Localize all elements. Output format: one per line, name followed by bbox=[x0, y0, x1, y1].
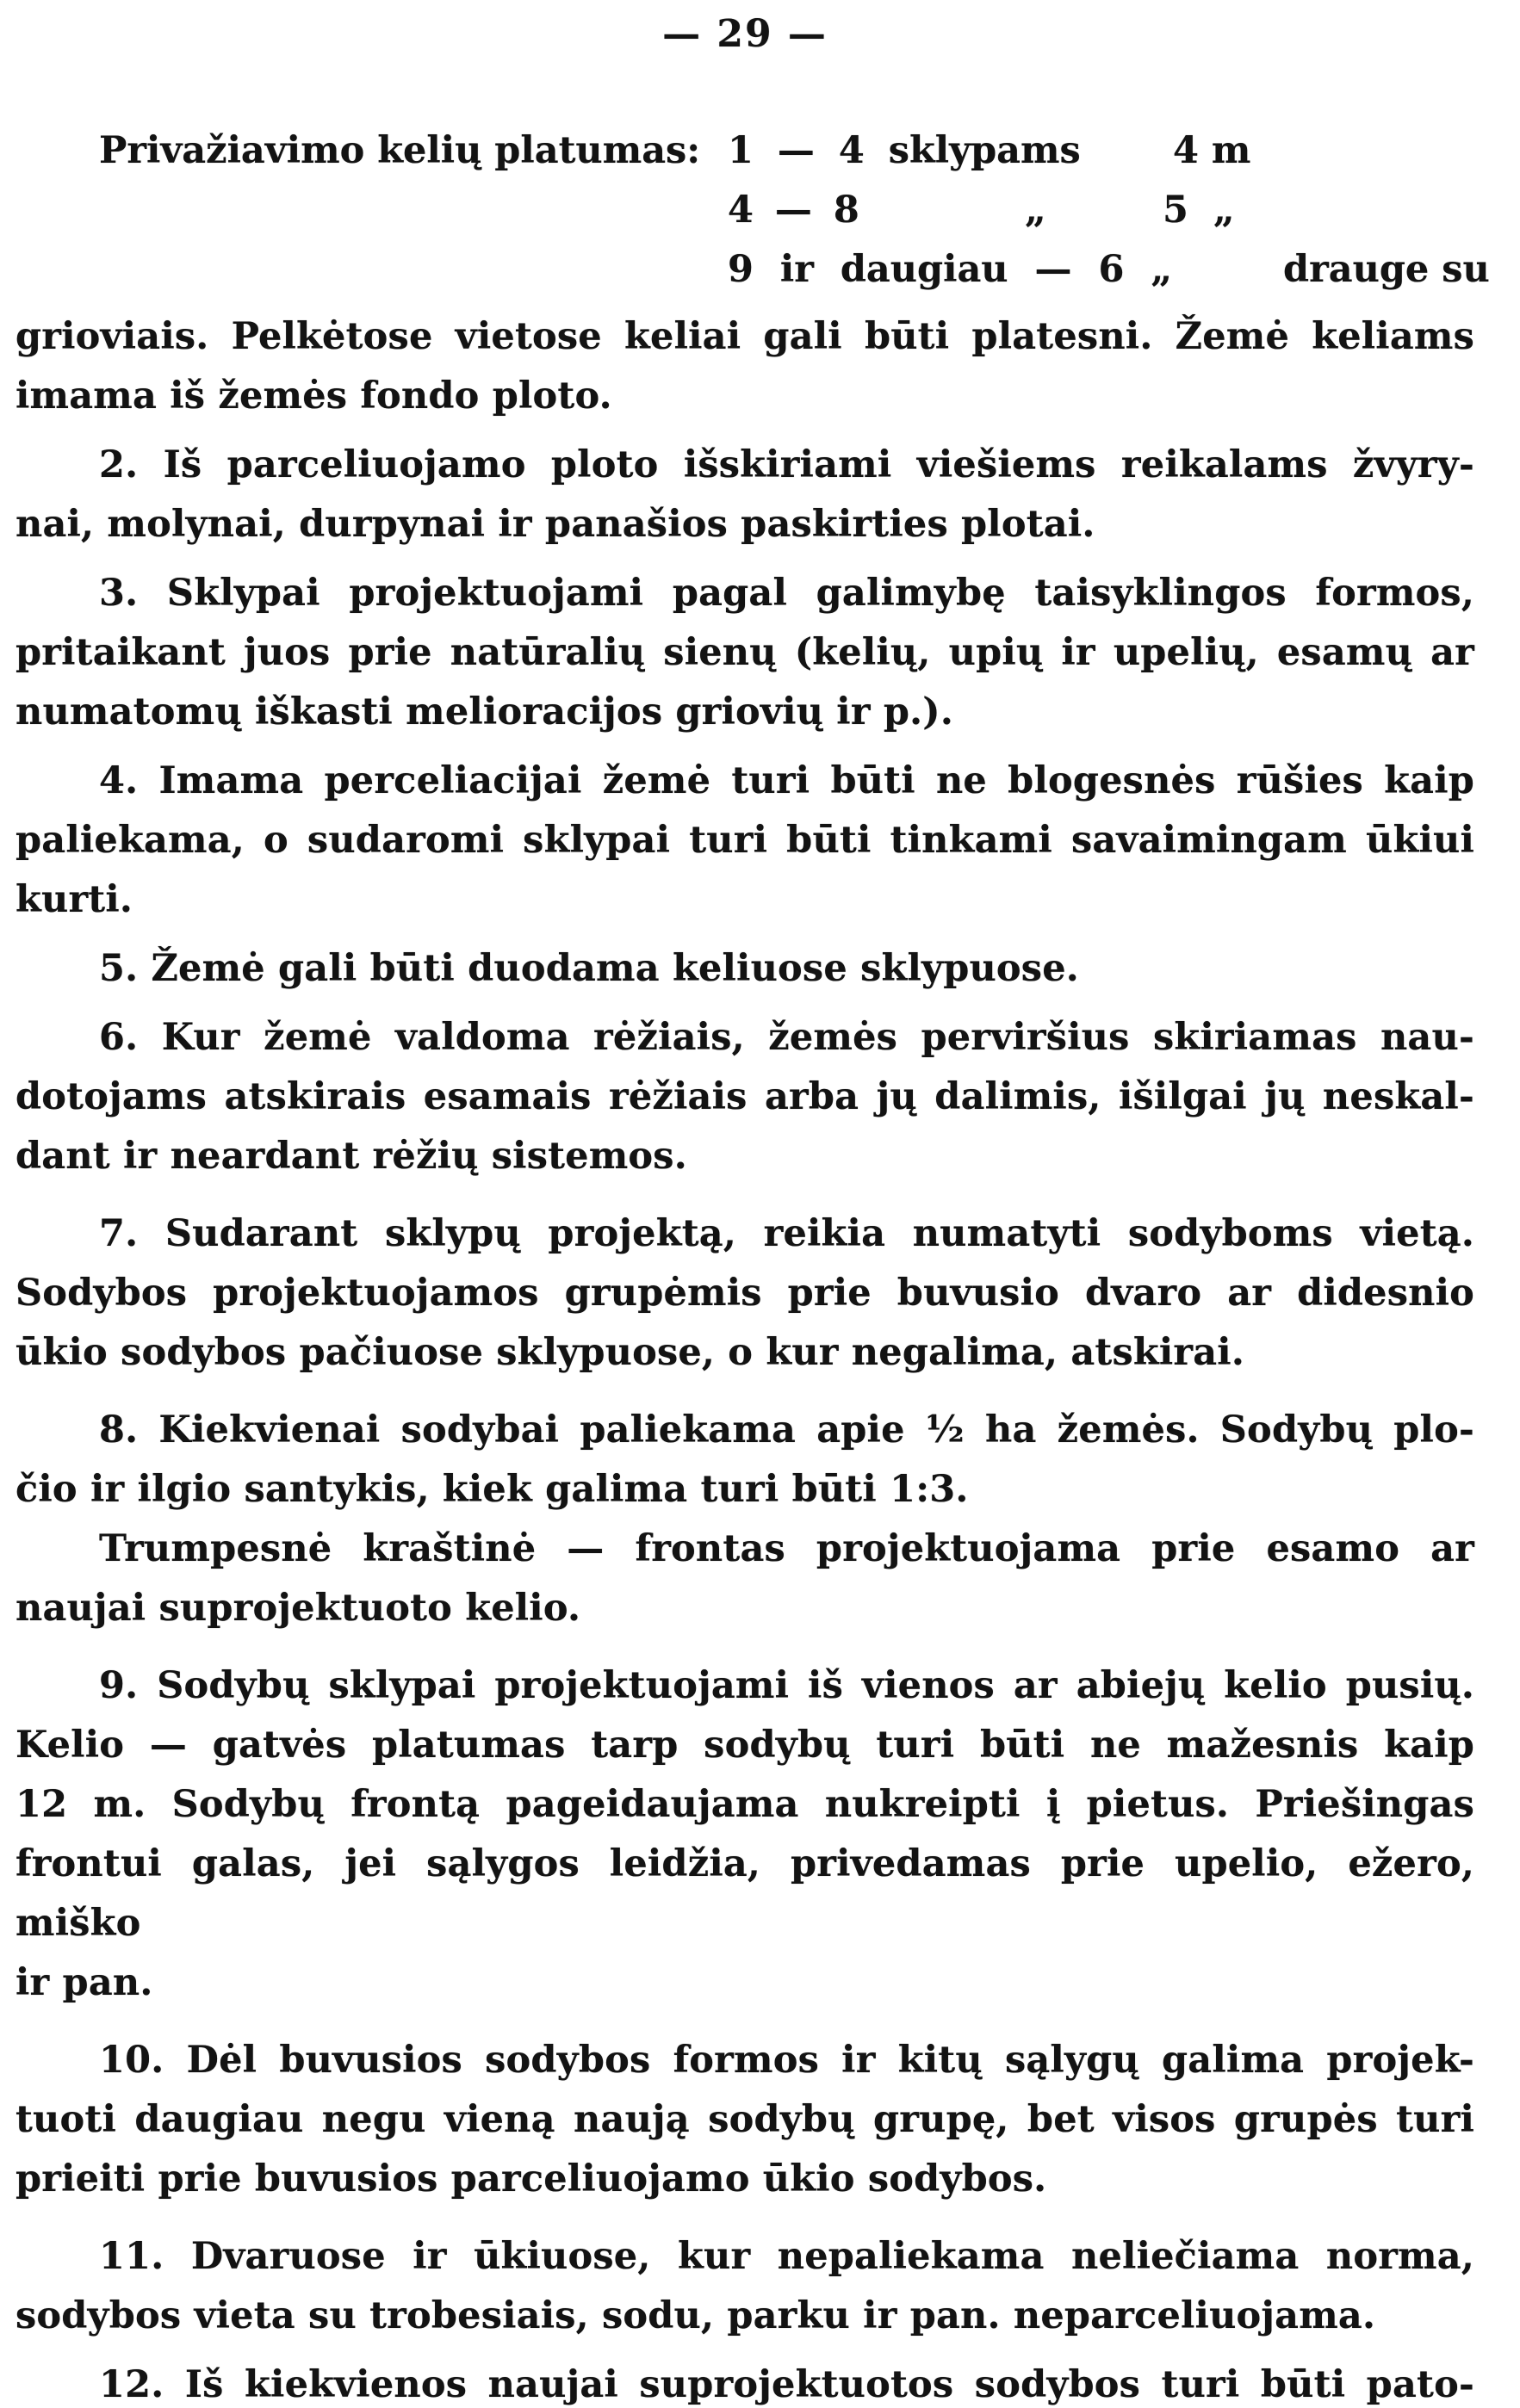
road-width-table bbox=[16, 129, 1490, 307]
paragraph-7-start: 7. Sudarant sklypų projektą, reikia numatyti sodyboms vietą. bbox=[99, 1212, 1474, 1255]
text-line: frontui galas, jei sąlygos leidžia, privedamas prie upelio, ežero, miško bbox=[16, 1842, 1474, 1945]
text-line: pritaikant juos prie natūralių sienų (kelių, upių ir upelių, esamų ar bbox=[16, 631, 1474, 674]
road-width-row1-range: 1 — 4 sklypams bbox=[728, 129, 1081, 172]
text-line: kurti. bbox=[16, 878, 133, 921]
text-line: numatomų iškasti melioracijos griovių ir p.). bbox=[16, 690, 953, 734]
paragraph-12-start: 12. Iš kiekvienos naujai suprojektuotos sodybos turi būti pato- bbox=[99, 2363, 1474, 2406]
text-line: paliekama, o sudaromi sklypai turi būti tinkami savaimingam ūkiui bbox=[16, 819, 1474, 862]
paragraph-3-start: 3. Sklypai projektuojami pagal galimybę taisyklingos formos, bbox=[99, 572, 1474, 615]
paragraph-6-start: 6. Kur žemė valdoma rėžiais, žemės perviršius skiriamas nau- bbox=[99, 1016, 1474, 1059]
text-line: sodybos vieta su trobesiais, sodu, parku ir pan. neparceliuojama. bbox=[16, 2294, 1376, 2337]
text-line: nai, molynai, durpynai ir panašios paskirties plotai. bbox=[16, 503, 1095, 546]
text-line: Kelio — gatvės platumas tarp sodybų turi būti ne mažesnis kaip bbox=[16, 1724, 1474, 1767]
paragraph-8b-start: Trumpesnė kraštinė — frontas projektuojama prie esamo ar bbox=[99, 1527, 1474, 1570]
road-width-label: Privažiavimo kelių platumas: bbox=[99, 129, 701, 172]
paragraph-2-start: 2. Iš parceliuojamo ploto išskiriami viešiems reikalams žvyry- bbox=[99, 443, 1474, 486]
paragraph-8-start: 8. Kiekvienai sodybai paliekama apie ½ ha žemės. Sodybų plo- bbox=[99, 1408, 1474, 1452]
paragraph-10-start: 10. Dėl buvusios sodybos formos ir kitų sąlygų galima projek- bbox=[99, 2039, 1474, 2082]
paragraph-11-start: 11. Dvaruose ir ūkiuose, kur nepaliekama neliečiama norma, bbox=[99, 2235, 1474, 2278]
road-width-row2-ditto: „ bbox=[1025, 189, 1046, 232]
text-line: grioviais. Pelkėtose vietose keliai gali būti platesni. Žemė keliams bbox=[16, 315, 1474, 358]
text-line: ūkio sodybos pačiuose sklypuose, o kur negalima, atskirai. bbox=[16, 1331, 1245, 1374]
road-width-row3-range: 9 ir daugiau — 6 „ bbox=[728, 248, 1173, 291]
text-line: čio ir ilgio santykis, kiek galima turi būti 1:3. bbox=[16, 1468, 969, 1511]
page-number: — 29 — bbox=[662, 12, 828, 56]
text-line: ir pan. bbox=[16, 1961, 153, 2004]
road-width-row2-range: 4 — 8 bbox=[728, 189, 859, 232]
text-line: dant ir neardant rėžių sistemos. bbox=[16, 1135, 687, 1178]
text-line: tuoti daugiau negu vieną naują sodybų grupę, bet visos grupės turi bbox=[16, 2098, 1474, 2141]
paragraph-9-start: 9. Sodybų sklypai projektuojami iš vienos ar abiejų kelio pusių. bbox=[99, 1664, 1474, 1707]
paragraph-5: 5. Žemė gali būti duodama keliuose sklypuose. bbox=[99, 947, 1079, 990]
text-line: Sodybos projektuojamos grupėmis prie buvusio dvaro ar didesnio bbox=[16, 1272, 1474, 1315]
road-width-row1-value: 4 m bbox=[1173, 129, 1251, 172]
text-line: prieiti prie buvusios parceliuojamo ūkio sodybos. bbox=[16, 2157, 1047, 2201]
text-column bbox=[16, 0, 1490, 2408]
road-width-row2-value: 5 „ bbox=[1163, 189, 1235, 232]
road-width-row3-value: drauge su bbox=[1283, 248, 1490, 291]
text-line: dotojams atskirais esamais rėžiais arba jų dalimis, išilgai jų neskal- bbox=[16, 1075, 1474, 1118]
text-line: imama iš žemės fondo ploto. bbox=[16, 375, 612, 418]
text-line: 12 m. Sodybų frontą pageidaujama nukreipti į pietus. Priešingas bbox=[16, 1783, 1474, 1826]
paragraph-4-start: 4. Imama perceliacijai žemė turi būti ne blogesnės rūšies kaip bbox=[99, 759, 1474, 802]
text-line: naujai suprojektuoto kelio. bbox=[16, 1587, 581, 1630]
